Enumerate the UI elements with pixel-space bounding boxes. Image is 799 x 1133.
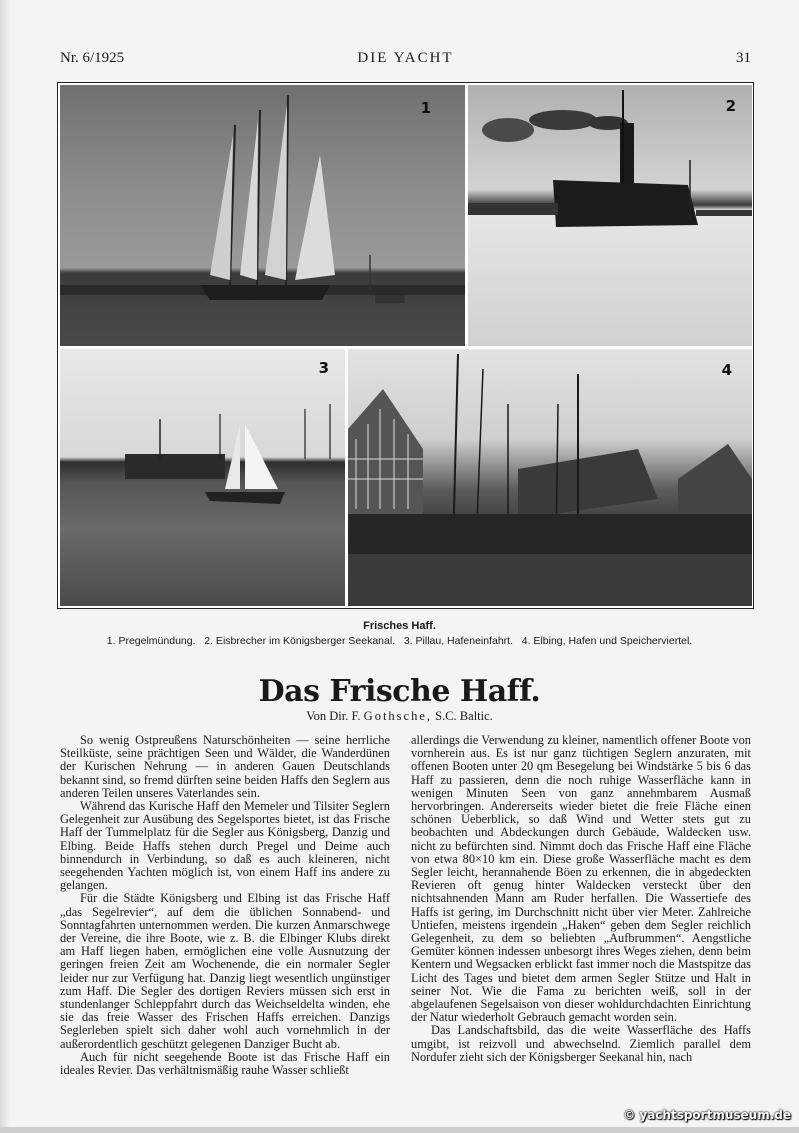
paragraph: allerdings die Verwendung zu kleiner, namentlich offener Boote von vornherein aus. Es ist nur ganz tüchtigen Seglern anzuraten, mit offenen Booten unter 20 qm Besegelung bei Windstärke 5 bis 6 das Haff zu passieren, denn die noch ruhige Wasserfläche kann in wenigen Minuten Seen von ganz annehmbarem Ausmaß hervorbringen. Andererseits wieder bietet die freie Fläche einen schönen Ueberblick, so daß Wind und Wetter stets gut zu beobachten und Abdeckungen durch Gebäude, Waldecken usw. nicht zu befürchten sind. Nimmt doch das Frische Haff eine Fläche von etwa 80×10 km ein. Diese große Wasserfläche macht es dem Segler leicht, herannahende Böen zu erkennen, die in abgedeckten Revieren oft genug hinter Waldecken versteckt über den nichtsahnenden Mann am Ruder herfallen. Die Wassertiefe des Haffs ist gering, im Durchschnitt nicht über vier Meter. Zahlreiche Untiefen, meistens irgendein „Haken“ geben dem Segler reichlich Gelegenheit, zu dem so beliebten „Aufbrummen“. Aengstliche Gemüter können indessen unbesorgt ihres Weges ziehen, denn beim Kentern und Wegsacken erblickt fast immer noch die Mastspitze das Licht des Tages und bietet dem armen Segler Stütze und Halt in seiner Not. Wie die Fama zu berichten weiß, soll in der abgelaufenen Segelsaison von dieser wohldurchdachten Einrichtung der Natur wiederholt Gebrauch gemacht worden sein.	[411, 733, 751, 1025]
paragraph: So wenig Ostpreußens Naturschönheiten — seine herrliche Steilküste, seine prächtigen Seen und Wälder, die Wanderdünen der Kurischen Nehrung — in anderen Gauen Deutschlands bekannt sind, so fremd dürften seine beiden Haffs den Seglern aus anderen Teilen unseres Vaterlandes sein.	[60, 733, 390, 800]
byline-prefix: Von Dir. F.	[306, 709, 361, 723]
page-bottom-edge	[0, 1127, 799, 1133]
photo-2-eisbrecher	[468, 85, 752, 346]
photo-number: 1	[420, 99, 431, 117]
magazine-title: DIE YACHT	[357, 50, 454, 66]
article-byline	[0, 709, 799, 724]
paragraph: Während das Kurische Haff den Memeler und Tilsiter Seglern Gelegenheit zur Ausübung des Segelsportes bietet, ist das Frische Haff der Tummelplatz für die Segler aus Königsberg, Danzig und Elbing. Beide Haffs stehen durch Pregel und Deime auch binnendurch in Verbindung, so daß es auch kleineren, nicht seegehenden Yachten möglich ist, von einem Haff ins andere zu gelangen.	[60, 799, 390, 893]
page-edge-shadow	[0, 0, 10, 1133]
figure-caption-title: Frisches Haff.	[363, 620, 436, 632]
paragraph: Für die Städte Königsberg und Elbing ist das Frische Haff „das Segelrevier“, auf dem die üblichen Sonnabend- und Sonntagfahrten unternommen werden. Die kurzen Anmarschwege der Vereine, die ihre Boote, wie z. B. die Elbinger Klubs direkt am Haff liegen haben, ermöglichen eine volle Ausnutzung der geringen freien Zeit am Wochenende, die ein normaler Segler leider nur zur Verfügung hat. Danzig liegt wesentlich ungünstiger zum Haff. Die Segler des dortigen Reviers müssen sich erst in stundenlanger Schleppfahrt durch das Weichseldelta winden, ehe sie das freie Wasser des Frischen Haffs erreichen. Danzigs Seglerleben spielt sich daher wohl auch vornehmlich in der außerordentlich geschützt gelegenen Danziger Bucht ab.	[60, 891, 390, 1051]
page-number: 31	[736, 50, 751, 66]
running-header	[60, 50, 751, 70]
byline-club: S.C. Baltic.	[435, 709, 493, 723]
article-title: Das Frische Haff.	[258, 674, 541, 709]
photo-number: 2	[725, 97, 736, 115]
article-column-1	[60, 734, 390, 1077]
issue-number: Nr. 6/1925	[60, 50, 125, 66]
sailboat-illustration	[60, 349, 345, 606]
icebreaker-illustration	[468, 85, 752, 346]
paragraph: Das Landschaftsbild, das die weite Wasserfläche des Haffs umgibt, ist reizvoll und abwechselnd. Ziemlich parallel dem Nordufer zieht sich der Königsberger Seekanal hin, nach	[411, 1023, 751, 1064]
watermark: © yachtsportmuseum.de	[623, 1108, 791, 1122]
figure-caption-text: 1. Pregelmündung. 2. Eisbrecher im Königsberger Seekanal. 3. Pillau, Hafeneinfahrt. 4. Elbing, Hafen und Speicherviertel.	[106, 635, 693, 647]
schooner-illustration	[60, 85, 465, 346]
article-column-2	[411, 734, 751, 1064]
photo-3-pillau	[60, 349, 345, 606]
photo-4-elbing-hafen	[348, 349, 752, 606]
byline-author: Gothsche,	[363, 709, 433, 723]
photo-grid	[57, 82, 754, 609]
photo-1-pregelmuendung	[60, 85, 465, 346]
photo-number: 4	[721, 361, 732, 379]
photo-number: 3	[318, 359, 329, 377]
harbour-illustration	[348, 349, 752, 606]
paragraph: Auch für nicht seegehende Boote ist das Frische Haff ein ideales Revier. Das verhältnismäßig rauhe Wasser schließt	[60, 1049, 390, 1078]
